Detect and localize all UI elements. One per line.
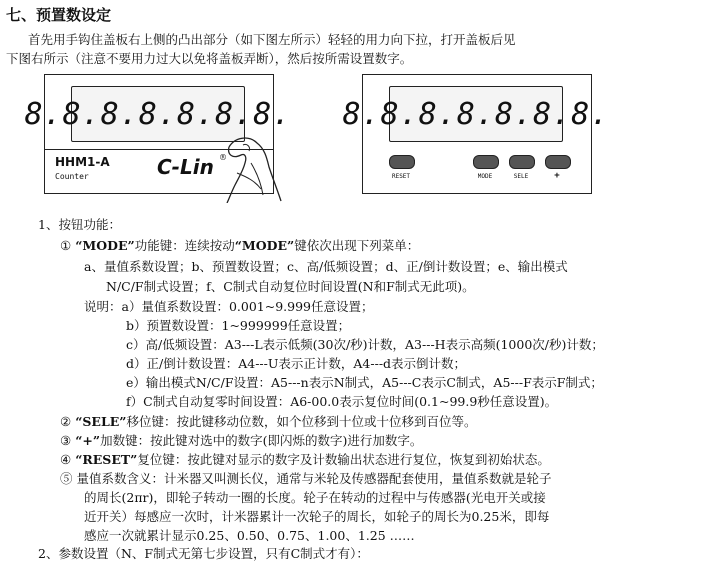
coef-item [60,469,552,487]
coef-line-3: 近开关）每感应一次时，计米器累计一次轮子的周长，如轮子的周长为0.25米，即每 [84,509,550,524]
plus-key: “+” [75,433,101,448]
sele-num: ② [60,414,72,429]
registered-mark: ® [219,153,227,162]
reset-text: 复位键：按此键对显示的数字及计数输出状态进行复位，恢复到初始状态。 [137,452,550,467]
section-1-title: 1、按钮功能： [38,217,121,232]
reset-num: ④ [60,452,72,467]
note-a: 说明：a）量值系数设置：0.001~9.999任意设置； [84,299,374,314]
reset-item [60,450,550,468]
mode-text-a: 功能键：连续按动 [134,238,235,253]
lcd-display-open [342,86,610,142]
counter-label: Counter [55,172,89,181]
plus-num: ③ [60,433,72,448]
plus-text: 加数键：按此键对选中的数字(即闪烁的数字)进行加数字。 [100,433,423,448]
hand-icon [221,133,283,203]
mode-menu-line-2: N/C/F制式设置；f、C制式自动复位时间设置(N和F制式无此项)。 [106,279,475,294]
plus-button-label: + [554,171,560,181]
sele-text: 移位键：按此键移动位数，如个位移到十位或十位移到百位等。 [126,414,477,429]
plus-item [60,431,422,449]
mode-text-b: 键依次出现下列菜单： [294,238,420,253]
note-d: d）正/倒计数设置：A4---U表示正计数，A4---d表示倒计数； [126,356,467,371]
plus-button[interactable] [545,155,571,169]
mode-num: ① [60,238,72,253]
display-digits-open: 8.8.8.8.8.8.8. [342,96,610,132]
reset-button[interactable] [389,155,415,169]
mode-button-label: MODE [477,173,493,180]
coef-num: ⑤ [60,471,73,486]
note-e: e）输出模式N/C/F设置：A5---n表示N制式，A5---C表示C制式，A5---F表示F制式； [126,375,603,390]
intro-line-2: 下图右所示（注意不要用力过大以免将盖板弄断），然后按所需设置数字。 [6,51,413,66]
section-heading: 七、预置数设定 [6,6,112,24]
sele-button-label: SELE [513,173,529,180]
coef-line-2: 的周长(2πr)，即轮子转动一圈的长度。轮子在转动的过程中与传感器(光电开关或接 [84,490,546,505]
lcd-display [24,86,292,142]
note-c: c）高/低频设置：A3---L表示低频(30次/秒)计数，A3---H表示高频(1000次/秒)计数； [126,337,604,352]
sele-item [60,412,476,430]
sele-button[interactable] [509,155,535,169]
reset-key: “RESET” [75,452,138,467]
mode-key-2: “MODE” [234,238,295,253]
device-front-open [342,74,610,194]
section-2-title: 2、参数设置（N、F制式无第七步设置，只有C制式才有）： [38,546,369,561]
mode-key: “MODE” [75,238,135,253]
note-b: b）预置数设置：1~999999任意设置； [126,318,351,333]
intro-line-1: 首先用手钩住盖板右上侧的凸出部分（如下图左所示）轻轻的用力向下拉，打开盖板后见 [28,32,516,47]
coef-line-4: 感应一次就累计显示0.25、0.50、0.75、1.00、1.25 …… [84,528,415,543]
brand-logo: C-Lin [157,155,214,179]
sele-key: “SELE” [75,414,127,429]
display-digits: 8.8.8.8.8.8.8. [24,96,292,132]
mode-button[interactable] [473,155,499,169]
reset-button-label: RESET [391,173,411,180]
model-label: HHM1-A [55,155,110,169]
mode-menu-line-1: a、量值系数设置；b、预置数设置；c、高/低频设置；d、正/倒计数设置；e、输出模式 [84,259,568,274]
device-front-closed [24,74,292,194]
note-f: f）C制式自动复零时间设置：A6-00.0表示复位时间(0.1~99.9秒任意设置)。 [126,394,558,409]
mode-item [60,236,419,254]
coef-line-1: 量值系数含义：计米器又叫测长仪，通常与米轮及传感器配套使用，量值系数就是轮子 [76,471,552,486]
